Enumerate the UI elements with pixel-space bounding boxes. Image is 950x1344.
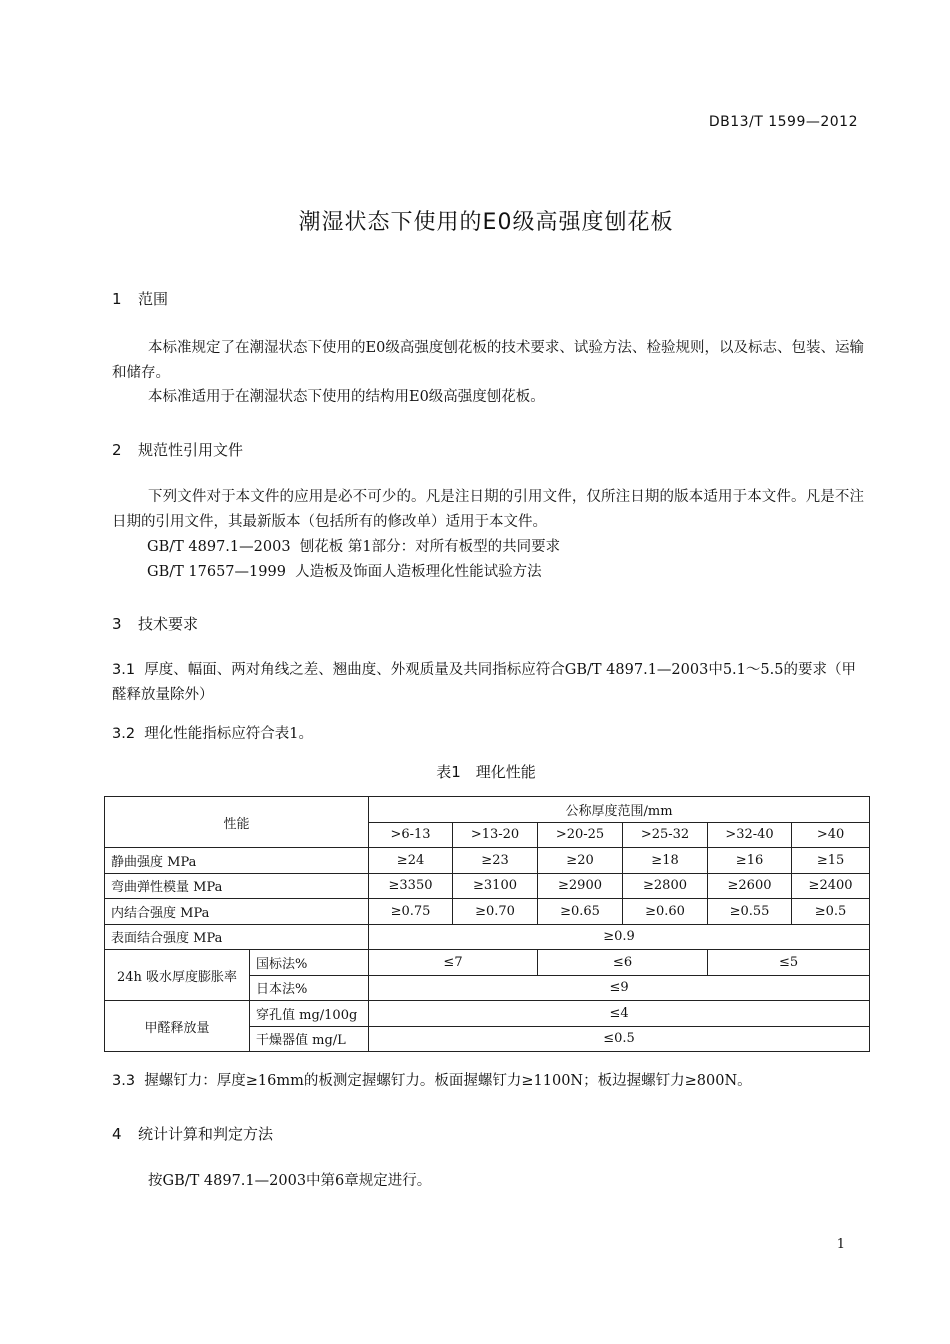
section-2-paragraph: 下列文件对于本文件的应用是必不可少的。凡是注日期的引用文件，仅所注日期的版本适用于本文件。凡是不注日期的引用文件，其最新版本（包括所有的修改单）适用于本文件。 bbox=[112, 489, 864, 530]
table-cell: ≥0.65 bbox=[538, 899, 623, 925]
table-cell: ≤4 bbox=[369, 1001, 870, 1027]
thickness-range: >32-40 bbox=[708, 822, 792, 848]
table-cell: ≥0.5 bbox=[792, 899, 870, 925]
section-number: 3 bbox=[112, 615, 122, 633]
thickness-range: >20-25 bbox=[538, 822, 623, 848]
table-cell: ≤6 bbox=[538, 950, 708, 976]
clause-3-3 bbox=[112, 1069, 864, 1094]
section-title: 范围 bbox=[138, 290, 169, 308]
thickness-range: >13-20 bbox=[453, 822, 538, 848]
section-number: 1 bbox=[112, 290, 122, 308]
table-cell: ≥20 bbox=[538, 848, 623, 874]
table-cell: ≤0.5 bbox=[369, 1026, 870, 1052]
section-1-paragraph-1: 本标准规定了在潮湿状态下使用的E0级高强度刨花板的技术要求、试验方法、检验规则，以及标志、包装、运输和储存。 bbox=[112, 340, 864, 381]
row-label: 24h 吸水厚度膨胀率 bbox=[105, 950, 250, 1001]
clause-3-2 bbox=[112, 722, 864, 747]
table-cell: ≥3100 bbox=[453, 873, 538, 899]
clause-text: 理化性能指标应符合表1。 bbox=[144, 726, 314, 742]
table-cell: ≥0.9 bbox=[369, 924, 870, 950]
table-cell: ≥2600 bbox=[708, 873, 792, 899]
sub-row-label: 日本法% bbox=[250, 975, 369, 1001]
clause-text: 握螺钉力：厚度≥16mm的板测定握螺钉力。板面握螺钉力≥1100N；板边握螺钉力≥800N。 bbox=[144, 1073, 752, 1089]
clause-number: 3.1 bbox=[112, 662, 136, 678]
table-cell: ≥0.75 bbox=[369, 899, 453, 925]
table-cell: ≥2900 bbox=[538, 873, 623, 899]
table-cell: ≥24 bbox=[369, 848, 453, 874]
thickness-range: >25-32 bbox=[623, 822, 708, 848]
table-caption: 表1 理化性能 bbox=[436, 763, 536, 781]
normative-reference-2: GB/T 17657—1999 人造板及饰面人造板理化性能试验方法 bbox=[147, 564, 542, 580]
normative-reference-1: GB/T 4897.1—2003 刨花板 第1部分：对所有板型的共同要求 bbox=[147, 539, 561, 555]
table-cell: ≥2400 bbox=[792, 873, 870, 899]
table-row bbox=[105, 848, 870, 874]
table-cell: ≥18 bbox=[623, 848, 708, 874]
standard-code: DB13/T 1599—2012 bbox=[708, 114, 858, 130]
physical-properties-table bbox=[104, 796, 870, 1052]
row-label: 甲醛释放量 bbox=[105, 1001, 250, 1052]
table-cell: ≥16 bbox=[708, 848, 792, 874]
clause-3-1 bbox=[112, 658, 864, 708]
table-cell: ≥15 bbox=[792, 848, 870, 874]
clause-number: 3.3 bbox=[112, 1073, 136, 1089]
sub-row-label: 国标法% bbox=[250, 950, 369, 976]
table-cell: ≤9 bbox=[369, 975, 870, 1001]
table-row bbox=[105, 924, 870, 950]
table-cell: ≥0.60 bbox=[623, 899, 708, 925]
clause-number: 3.2 bbox=[112, 726, 136, 742]
section-1-heading bbox=[112, 288, 168, 309]
section-title: 规范性引用文件 bbox=[138, 441, 244, 459]
section-number: 2 bbox=[112, 441, 122, 459]
property-header: 性能 bbox=[105, 797, 369, 848]
table-cell: ≥23 bbox=[453, 848, 538, 874]
table-row bbox=[105, 873, 870, 899]
section-4-heading bbox=[112, 1123, 273, 1144]
clause-text: 厚度、幅面、两对角线之差、翘曲度、外观质量及共同指标应符合GB/T 4897.1—2003中5.1～5.5的要求（甲醛释放量除外） bbox=[112, 662, 856, 703]
table-cell: ≥0.55 bbox=[708, 899, 792, 925]
table-cell: ≥0.70 bbox=[453, 899, 538, 925]
section-3-heading bbox=[112, 613, 198, 634]
row-label: 弯曲弹性模量 MPa bbox=[105, 873, 369, 899]
section-title: 统计计算和判定方法 bbox=[138, 1125, 274, 1143]
sub-row-label: 穿孔值 mg/100g bbox=[250, 1001, 369, 1027]
table-row bbox=[105, 899, 870, 925]
section-1-paragraph-2: 本标准适用于在潮湿状态下使用的结构用E0级高强度刨花板。 bbox=[148, 389, 545, 405]
table-cell: ≤7 bbox=[369, 950, 538, 976]
page-number: 1 bbox=[836, 1237, 845, 1252]
table-row bbox=[105, 950, 870, 976]
thickness-range: >40 bbox=[792, 822, 870, 848]
thickness-range: >6-13 bbox=[369, 822, 453, 848]
section-2-heading bbox=[112, 439, 243, 460]
sub-row-label: 干燥器值 mg/L bbox=[250, 1026, 369, 1052]
row-label: 表面结合强度 MPa bbox=[105, 924, 369, 950]
table-cell: ≥2800 bbox=[623, 873, 708, 899]
section-title: 技术要求 bbox=[138, 615, 199, 633]
document-title: 潮湿状态下使用的E0级高强度刨花板 bbox=[298, 210, 674, 235]
table-row bbox=[105, 1001, 870, 1027]
row-label: 静曲强度 MPa bbox=[105, 848, 369, 874]
table-cell: ≥3350 bbox=[369, 873, 453, 899]
section-4-paragraph: 按GB/T 4897.1—2003中第6章规定进行。 bbox=[148, 1173, 432, 1189]
section-number: 4 bbox=[112, 1125, 122, 1143]
table-cell: ≤5 bbox=[708, 950, 870, 976]
table-header-row bbox=[105, 797, 870, 823]
row-label: 内结合强度 MPa bbox=[105, 899, 369, 925]
thickness-range-header: 公称厚度范围/mm bbox=[369, 797, 870, 823]
